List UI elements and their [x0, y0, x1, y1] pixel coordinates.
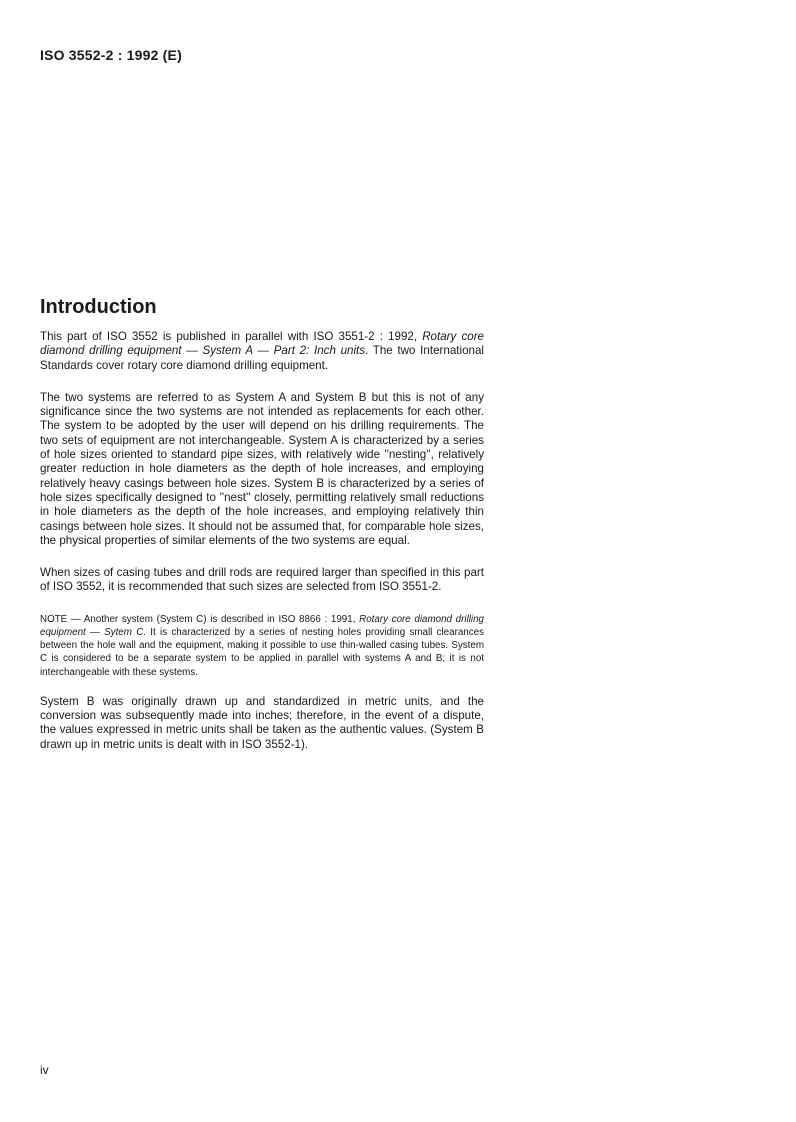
paragraph-sizes: When sizes of casing tubes and drill rods are required larger than specified in this part of ISO 3552, it is recommended that such sizes are selected from ISO 3551-2. [40, 566, 484, 594]
paragraph-metric: System B was originally drawn up and standardized in metric units, and the conversion was subsequently made into inches; therefore, in the event of a dispute, the values expressed in metric units shall be taken as the authentic values. (System B drawn up in metric units is dealt with in ISO 3552-1). [40, 694, 484, 751]
document-header: ISO 3552-2 : 1992 (E) [40, 47, 182, 63]
note-text-end: . It is characterized by a series of nesting holes providing small clearances between the hole wall and the equipment, making it possible to use thin-walled casing tubes. System C is considered to be a separate system to be applied in parallel with systems A and B; it is not interchangeable with these systems. [40, 626, 484, 678]
paragraph-publication-text: This part of ISO 3552 is published in parallel with ISO 3551-2 : 1992, [40, 330, 423, 343]
note-standard-title: Rotary core diamond drilling equipment — Sytem C [40, 613, 484, 638]
note [40, 613, 484, 679]
paragraph-systems: The two systems are referred to as System A and System B but this is not of any significance since the two systems are not intended as replacements for each other. The system to be adopted by the user will depend on his drilling requirements. The two sets of equipment are not interchangeable. System A is characterized by a series of hole sizes oriented to standard pipe sizes, with relatively wide ''nesting'', relatively greater reduction in hole diameters as the depth of hole increases, and employing relatively heavy casings between hole sizes. System B is characterized by a series of hole sizes specifically designed to ''nest'' closely, permitting relatively small reductions in hole diameters as the depth of the hole increases, and employing relatively thin casings between hole sizes. It should not be assumed that, for comparable hole sizes, the physical properties of similar elements of the two systems are equal. [40, 390, 484, 547]
paragraph-publication-text-end: . The two International Standards cover rotary core diamond drilling equipment. [40, 344, 484, 372]
referenced-standard-title: Rotary core diamond drilling equipment — System A — Part 2: Inch units [40, 330, 484, 358]
page-number: iv [40, 1063, 49, 1077]
introduction-body [40, 330, 484, 770]
note-text: NOTE — Another system (System C) is described in ISO 8866 : 1991, [40, 613, 360, 625]
paragraph-publication [40, 330, 484, 373]
section-title: Introduction [40, 296, 157, 318]
